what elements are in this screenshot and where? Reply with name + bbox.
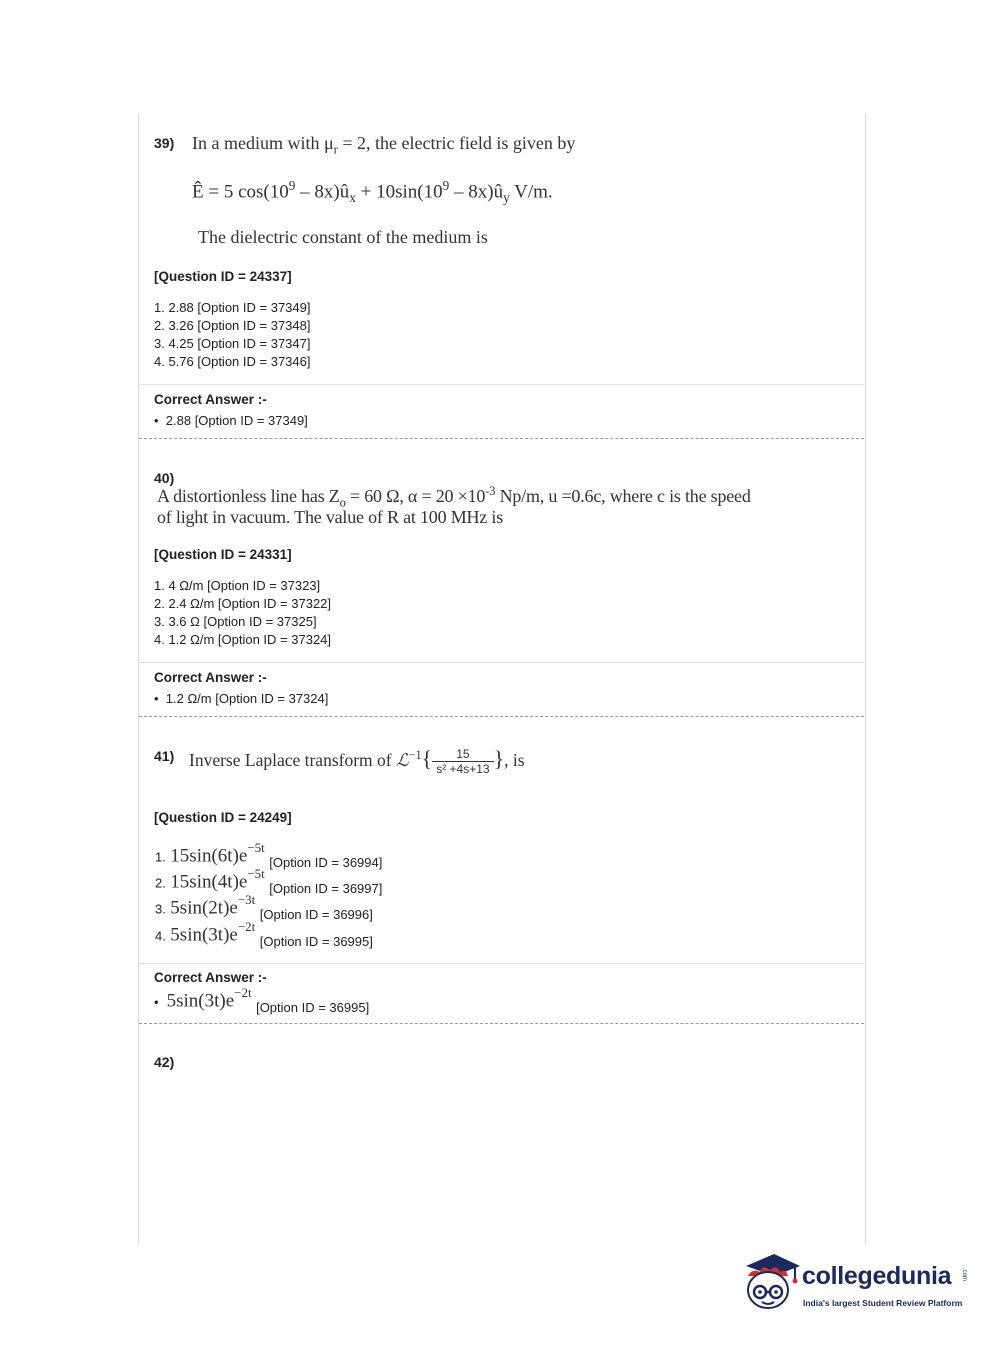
equation: Ê = 5 $\cos(10^9$ – $8x)û_x + 10\sin(10^9$ – $8x)û_y$ V/m. bbox=[192, 178, 553, 206]
question-text: A distortionless line has $Z_o = 60$ Ω, $\alpha = 20 \times 10^{-3}$ Np/m, u =0.6c, where c is the speed bbox=[157, 484, 751, 510]
collegedunia-logo bbox=[740, 1248, 980, 1318]
option-item: 2. $15\sin(4t)e^{-5t}$ $_{[Option ID = 36997]}$ bbox=[155, 866, 383, 897]
option-item: 3. 3.6 Ω [Option ID = 37325] bbox=[154, 614, 317, 629]
question-text: In a medium with $\mu_r = 2$, the electric field is given by bbox=[192, 133, 576, 157]
fraction: $\frac{15}{\text{s² +4s+13}}$ bbox=[432, 747, 493, 776]
option-item: 4. 1.2 Ω/m [Option ID = 37324] bbox=[154, 632, 332, 647]
correct-answer-label: Correct Answer :- bbox=[154, 970, 267, 985]
question-number: 40) bbox=[154, 470, 175, 486]
logo-wordmark: collegedunia bbox=[802, 1262, 952, 1290]
question-separator bbox=[139, 716, 864, 717]
divider bbox=[139, 963, 864, 964]
bullet-icon: • bbox=[154, 994, 163, 1010]
option-item: 4. $5\sin(3t)e^{-2t}$ $_{[Option ID = 36995]}$ bbox=[155, 919, 373, 950]
correct-answer: • 2.88 [Option ID = 37349] bbox=[154, 413, 308, 428]
option-item: 1. $15\sin(6t)e^{-5t}$ $_{[Option ID = 36994]}$ bbox=[155, 840, 383, 871]
bullet-icon: • bbox=[154, 691, 166, 706]
correct-answer: • $5\sin(3t)e^{-2t}$ $_{[Option ID = 36995]}$ bbox=[154, 985, 370, 1016]
options-list bbox=[154, 577, 331, 649]
question-text-line2: The dielectric constant of the medium is bbox=[198, 227, 488, 247]
option-item: 2. 3.26 [Option ID = 37348] bbox=[154, 318, 311, 333]
correct-answer: • 1.2 Ω/m [Option ID = 37324] bbox=[154, 691, 329, 706]
option-item: 4. 5.76 [Option ID = 37346] bbox=[154, 354, 311, 369]
bullet-icon: • bbox=[154, 413, 166, 428]
option-item: 3. $5\sin(2t)e^{-3t}$ $_{[Option ID = 36996]}$ bbox=[155, 892, 373, 923]
option-item: 2. 2.4 Ω/m [Option ID = 37322] bbox=[154, 596, 332, 611]
mascot-icon bbox=[740, 1248, 802, 1318]
question-number: 39) bbox=[154, 135, 175, 151]
correct-answer-label: Correct Answer :- bbox=[154, 392, 267, 407]
divider bbox=[139, 662, 864, 663]
question-id: [Question ID = 24337] bbox=[154, 269, 292, 284]
logo-tagline: India's largest Student Review Platform bbox=[803, 1298, 963, 1308]
question-id: [Question ID = 24249] bbox=[154, 810, 292, 825]
option-item: 1. 2.88 [Option ID = 37349] bbox=[154, 300, 311, 315]
options-list bbox=[154, 299, 310, 371]
question-separator bbox=[139, 1023, 864, 1024]
question-separator bbox=[139, 438, 864, 439]
option-item: 3. 4.25 [Option ID = 37347] bbox=[154, 336, 311, 351]
question-number: 41) bbox=[154, 748, 175, 764]
divider bbox=[139, 384, 864, 385]
question-text-line2: of light in vacuum. The value of R at 100 MHz is bbox=[157, 507, 504, 527]
question-number: 42) bbox=[154, 1054, 175, 1070]
logo-suffix: .com bbox=[961, 1268, 967, 1282]
option-item: 1. 4 Ω/m [Option ID = 37323] bbox=[154, 578, 321, 593]
correct-answer-label: Correct Answer :- bbox=[154, 670, 267, 685]
question-text: Inverse Laplace transform of ℒ$^{-1}${ $\frac{15}{\text{s² +4s+13}}$ }, is bbox=[189, 746, 525, 777]
question-id: [Question ID = 24331] bbox=[154, 547, 292, 562]
